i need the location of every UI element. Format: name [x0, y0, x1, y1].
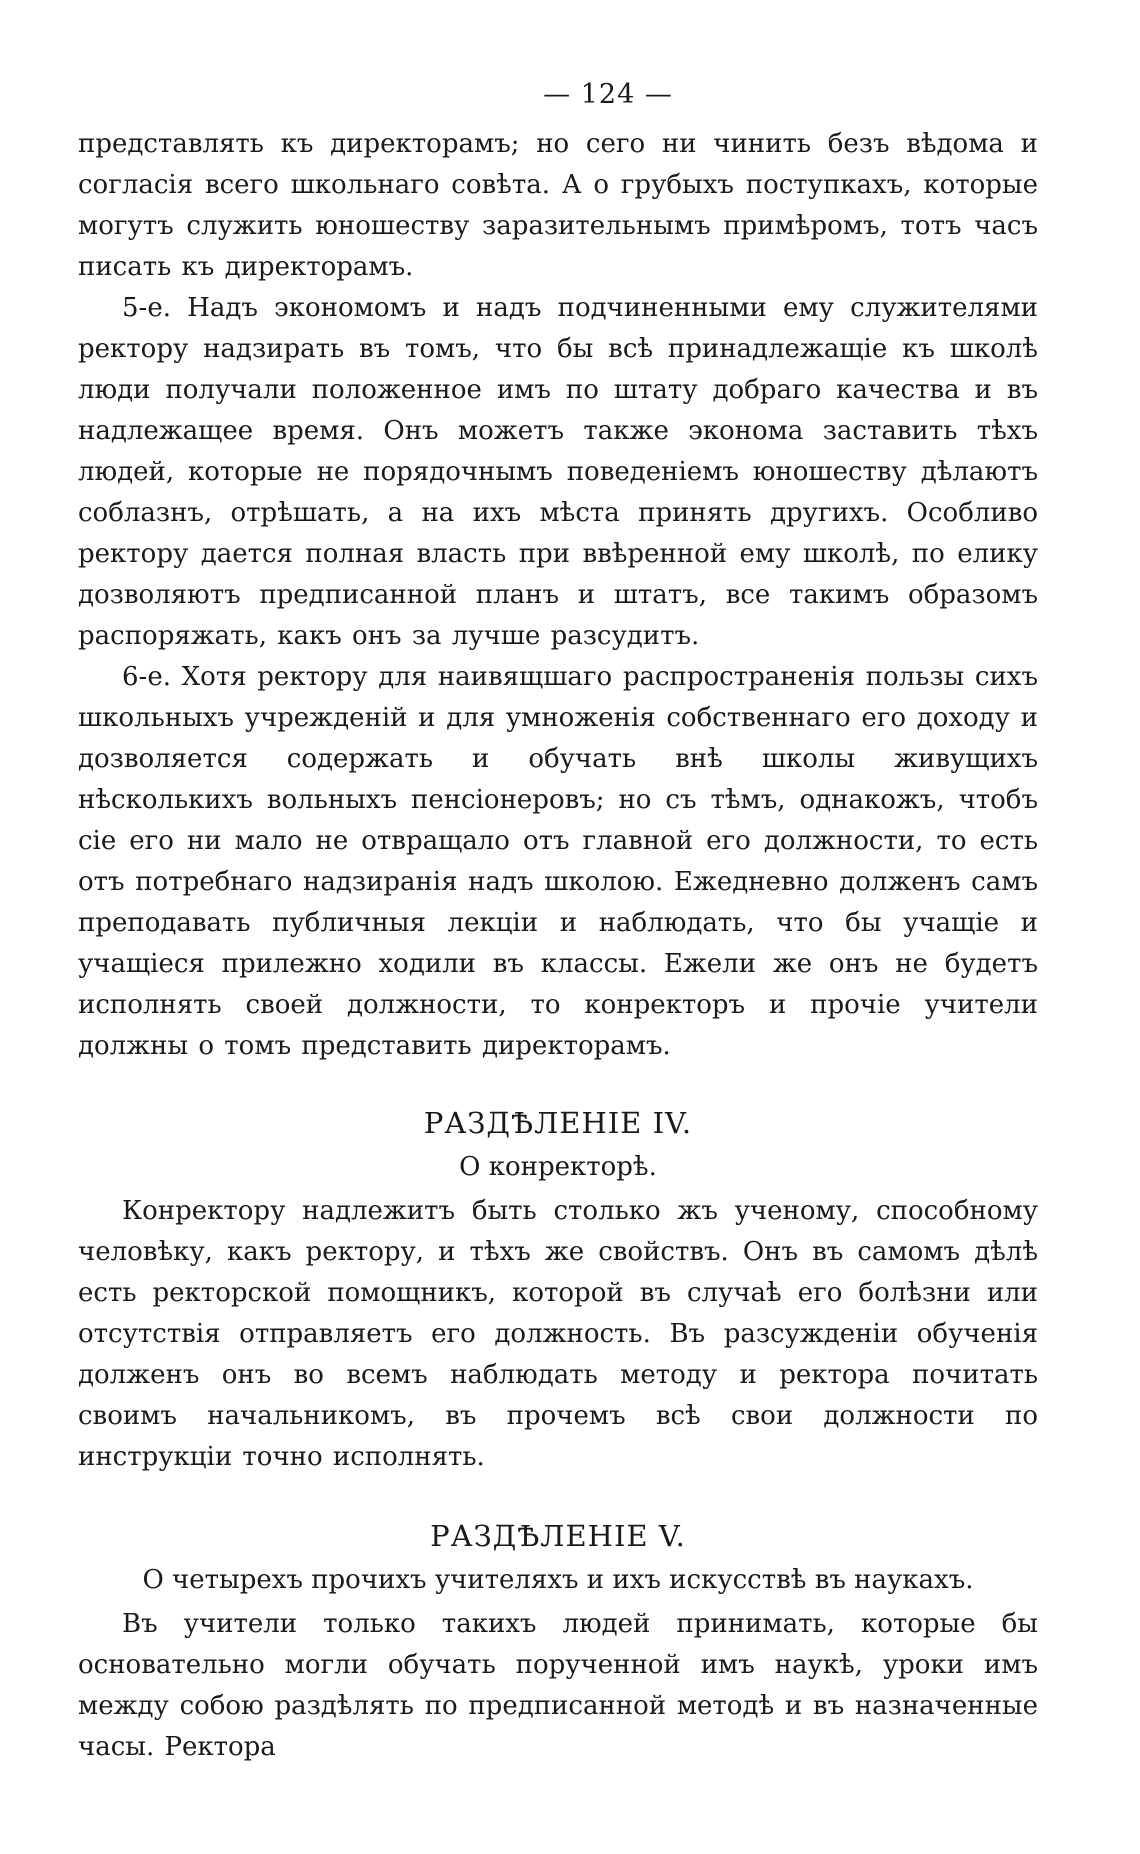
- section-4-heading: РАЗДѢЛЕНІЕ IV.: [423, 1106, 693, 1140]
- page-number: — 124 —: [543, 79, 673, 110]
- section-5-heading: РАЗДѢЛЕНІЕ V.: [430, 1519, 686, 1553]
- section-4-paragraph: Конректору надлежитъ быть столько жъ ученому, способному человѣку, какъ ректору, и тѣхъ же свойствъ. Онъ въ самомъ дѣлѣ есть ректорской помощникъ, которой въ случаѣ его болѣзни или отсутствія отправляетъ его должность. Въ разсужденіи обученія долженъ онъ во всемъ наблюдать методу и ректора почитать своимъ начальникомъ, въ прочемъ всѣ свои должности по инструкціи точно исполнять.: [78, 1196, 1038, 1472]
- document-page: [78, 78, 1038, 1768]
- section-5-paragraph: Въ учители только такихъ людей принимать, которые бы основательно могли обучать порученной имъ наукѣ, уроки имъ между собою раздѣлять по предписанной методѣ и въ назначенные часы. Ректора: [78, 1609, 1038, 1762]
- paragraph-item-6: 6-е. Хотя ректору для наивящшаго распространенія пользы сихъ школьныхъ учрежденій и для умноженія собственнаго его доходу и дозволяется содержать и обучать внѣ школы живущихъ нѣсколькихъ вольныхъ пенсіонеровъ; но съ тѣмъ, однакожъ, чтобъ сіе его ни мало не отвращало отъ главной его должности, то есть отъ потребнаго надзиранія надъ школою. Ежедневно долженъ самъ преподавать публичныя лекціи и наблюдать, что бы учащіе и учащіеся прилежно ходили въ классы. Ежели же онъ не будетъ исполнять своей должности, то конректоръ и прочіе учители должны о томъ представить директорамъ.: [78, 662, 1038, 1061]
- section-5-subtitle: О четырехъ прочихъ учителяхъ и ихъ искусствѣ въ наукахъ.: [142, 1565, 974, 1595]
- paragraph-continuation: представлять къ директорамъ; но сего ни чинить безъ вѣдома и согласія всего школьнаго совѣта. А о грубыхъ поступкахъ, которые могутъ служить юношеству заразительнымъ примѣромъ, тотъ часъ писать къ директорамъ.: [78, 129, 1038, 282]
- paragraph-item-5: 5-е. Надъ экономомъ и надъ подчиненными ему служителями ректору надзирать въ томъ, что бы всѣ принадлежащіе къ школѣ люди получали положенное имъ по штату добраго качества и въ надлежащее время. Онъ можетъ также эконома заставить тѣхъ людей, которые не порядочнымъ поведеніемъ юношеству дѣлаютъ соблазнъ, отрѣшать, а на ихъ мѣста принять другихъ. Особливо ректору дается полная власть при ввѣренной ему школѣ, по елику дозволяютъ предписанной планъ и штатъ, все такимъ образомъ распоряжать, какъ онъ за лучше разсудитъ.: [78, 293, 1038, 651]
- section-4-subtitle: О конректорѣ.: [459, 1152, 657, 1182]
